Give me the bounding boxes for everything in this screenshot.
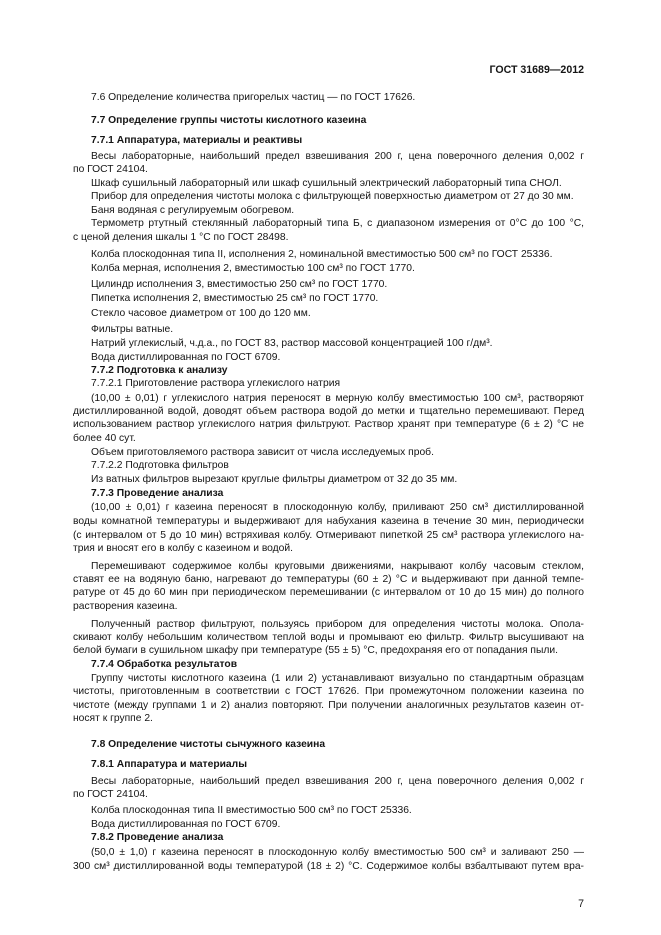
subsection-heading: 7.7.1 Аппаратура, материалы и реактивы [91,135,303,146]
paragraph-line: Колба мерная, исполнения 2, вместимостью 100 см³ по ГОСТ 1770. [91,263,415,274]
paragraph-line: Группу чистоты кислотного казеина (1 или 2) устанавливают визуально по стандартным образцам [91,673,584,684]
paragraph-line: Вода дистиллированная по ГОСТ 6709. [91,819,281,830]
paragraph-line: с ценой деления шкалы 1 °С по ГОСТ 28498. [73,232,289,243]
paragraph-line: белой бумаги в сушильном шкафу при температуре (55 ± 5) °С, предохраняя его от попадания пыли. [73,645,558,656]
paragraph-line: Колба плоскодонная типа II, исполнения 2, номинальной вместимостью 500 см³ по ГОСТ 25336. [91,249,553,260]
subsection-heading: 7.8.1 Аппаратура и материалы [91,759,247,770]
paragraph-line: Прибор для определения чистоты молока с фильтрующей поверхностью диаметром от 27 до 30 мм. [91,191,574,202]
paragraph-line: Пипетка исполнения 2, вместимостью 25 см³ по ГОСТ 1770. [91,293,379,304]
paragraph-line: более 40 сут. [73,433,136,444]
section-heading: 7.7 Определение группы чистоты кислотного казеина [91,115,367,126]
paragraph-line: чистоте (между группами 1 и 2) анализ повторяют. При получении аналогичных результатов казеин от- [73,700,584,711]
paragraph-line: (с интервалом от 5 до 10 мин) встряхивая колбу. Отмеривают пипеткой 25 см³ раствора углекислого на- [73,530,584,541]
subsection-heading: 7.7.2 Подготовка к анализу [91,365,228,376]
paragraph-line: Термометр ртутный стеклянный лабораторный типа Б, с диапазоном измерения от 0°С до 100 °С, [91,218,584,229]
paragraph-line: ратуре от 45 до 60 мин при периодическом перемешивании (с интервалом от 10 до 15 мин) до полного [73,587,584,598]
subsection-heading: 7.7.4 Обработка результатов [91,659,238,670]
paragraph-line: Цилиндр исполнения 3, вместимостью 250 см³ по ГОСТ 1770. [91,279,388,290]
paragraph-line: чистоты, приготовленным в соответствии с ГОСТ 17626. При промежуточном положении казеина по [73,686,584,697]
paragraph-line: Стекло часовое диаметром от 100 до 120 мм. [91,308,311,319]
paragraph-line: растворения казеина. [73,601,178,612]
paragraph-line: Перемешивают содержимое колбы круговыми движениями, накрывают колбу часовым стеклом, [91,561,584,572]
paragraph-line: (10,00 ± 0,01) г углекислого натрия переносят в мерную колбу вместимостью 100 см³, растворяют [91,393,584,404]
paragraph-line: Объем приготовляемого раствора зависит от числа исследуемых проб. [91,447,434,458]
paragraph-line: Натрий углекислый, ч.д.а., по ГОСТ 83, раствор массовой концентрацией 100 г/дм³. [91,338,493,349]
page-number: 7 [578,898,584,910]
subsection-heading: 7.7.3 Проведение анализа [91,488,224,499]
paragraph-line: Весы лабораторные, наибольший предел взвешивания 200 г, цена поверочного деления 0,002 г [91,151,584,162]
paragraph-line: Колба плоскодонная типа II вместимостью 500 см³ по ГОСТ 25336. [91,805,412,816]
paragraph-line: (50,0 ± 1,0) г казеина переносят в плоскодонную колбу вместимостью 500 см³ и заливают 250 — [91,847,584,858]
paragraph-line: использованием раствор углекислого натрия фильтруют. Раствор хранят при температуре (6 ± 2) °С не [73,419,584,430]
paragraph-line: трия и вносят его в колбу с казеином и водой. [73,543,294,554]
paragraph-line: 7.7.2.2 Подготовка фильтров [91,460,229,471]
paragraph-line: ставят ее на водяную баню, нагревают до температуры (60 ± 2) °С и выдерживают при данной темпе- [73,574,584,585]
paragraph-line: Полученный раствор фильтруют, пользуясь прибором для определения чистоты молока. Опола- [91,619,584,630]
paragraph-line: (10,00 ± 0,01) г казеина переносят в плоскодонную колбу, приливают 250 см³ дистиллированной [91,502,584,513]
paragraph-line: 7.7.2.1 Приготовление раствора углекислого натрия [91,378,341,389]
paragraph-line: по ГОСТ 24104. [73,789,148,800]
paragraph-line: 300 см³ дистиллированной воды температурой (18 ± 2) °С. Содержимое колбы взбалтывают путем вра- [73,861,584,872]
paragraph-line: скивают колбу небольшим количеством теплой воды и промывают ею фильтр. Фильтр высушивают на [73,632,584,643]
paragraph-line: Вода дистиллированная по ГОСТ 6709. [91,352,281,363]
paragraph-line: 7.6 Определение количества пригорелых частиц — по ГОСТ 17626. [91,92,416,103]
paragraph-line: Фильтры ватные. [91,324,174,335]
paragraph-line: Баня водяная с регулируемым обогревом. [91,205,295,216]
section-heading: 7.8 Определение чистоты сычужного казеина [91,739,326,750]
paragraph-line: носят к группе 2. [73,713,153,724]
paragraph-line: дистиллированной водой, доводят объем раствора водой до метки и тщательно перемешивают. Перед [73,406,584,417]
subsection-heading: 7.8.2 Проведение анализа [91,832,224,843]
paragraph-line: Из ватных фильтров вырезают круглые фильтры диаметром от 32 до 35 мм. [91,474,458,485]
paragraph-line: воды комнатной температуры и выдерживают для набухания казеина в течение 30 мин, периодически [73,516,584,527]
paragraph-line: Весы лабораторные, наибольший предел взвешивания 200 г, цена поверочного деления 0,002 г [91,776,584,787]
paragraph-line: Шкаф сушильный лабораторный или шкаф сушильный электрический лабораторный типа СНОЛ. [91,178,562,189]
paragraph-line: по ГОСТ 24104. [73,164,148,175]
document-header: ГОСТ 31689—2012 [489,64,584,76]
